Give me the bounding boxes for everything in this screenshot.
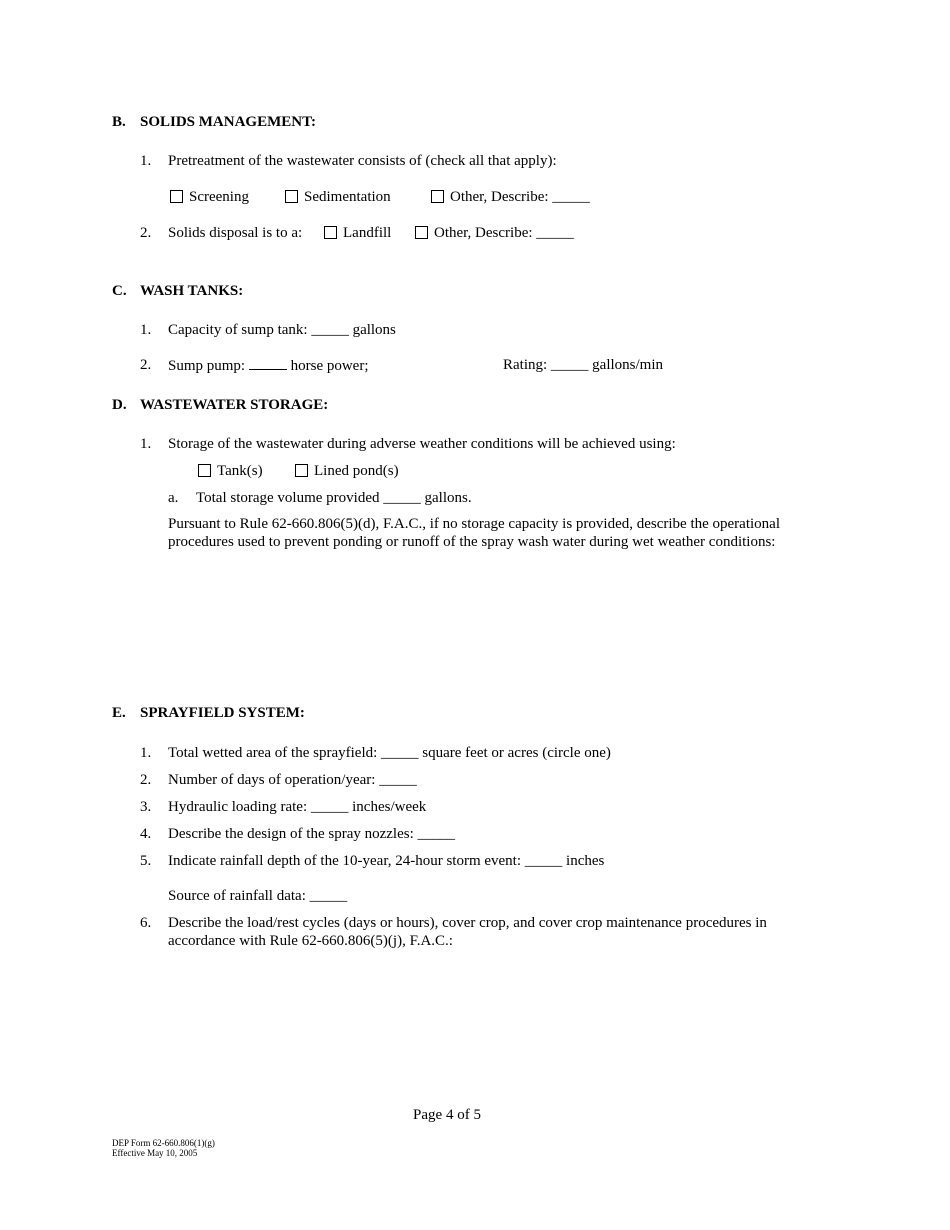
section-d-letter: D. (112, 397, 127, 413)
disposal-other-option[interactable] (415, 224, 574, 242)
pretreatment-other-checkbox[interactable] (431, 190, 444, 203)
e3-number: 3. (140, 799, 152, 815)
section-c-title: WASH TANKS: (140, 283, 244, 299)
section-b-letter: B. (112, 114, 126, 130)
c1-number: 1. (140, 322, 152, 338)
sedimentation-checkbox[interactable] (285, 190, 298, 203)
c1-text: Capacity of sump tank: (168, 322, 308, 338)
horsepower-field[interactable] (249, 356, 287, 370)
e1-unit: square feet or acres (circle one) (422, 745, 611, 761)
rating-field[interactable]: _____ (550, 357, 589, 373)
e2-number: 2. (140, 772, 152, 788)
c1-unit: gallons (352, 322, 396, 338)
section-e-letter: E. (112, 705, 126, 721)
da-text: Total storage volume provided (196, 490, 380, 506)
footer-form-number: DEP Form 62-660.806(1)(g) (112, 1138, 215, 1148)
c2-line (168, 356, 369, 375)
c2-text: Sump pump: (168, 358, 246, 374)
e3-text: Hydraulic loading rate: (168, 799, 308, 815)
rating-line (503, 356, 663, 374)
e3-line (168, 798, 426, 816)
e4-text: Describe the design of the spray nozzles: (168, 826, 414, 842)
lined-pond-option[interactable] (295, 462, 399, 480)
e4-line (168, 825, 455, 843)
nozzle-design-field[interactable]: _____ (417, 826, 455, 842)
b1-number: 1. (140, 153, 152, 169)
e2-line (168, 771, 417, 789)
source-text: Source of rainfall data: (168, 888, 306, 904)
screening-option[interactable] (170, 188, 249, 206)
e5-number: 5. (140, 853, 152, 869)
disposal-other-checkbox[interactable] (415, 226, 428, 239)
da-line (196, 489, 472, 507)
storage-volume-field[interactable]: _____ (383, 490, 421, 506)
rainfall-depth-field[interactable]: _____ (524, 853, 563, 869)
tanks-checkbox[interactable] (198, 464, 211, 477)
e5-text: Indicate rainfall depth of the 10-year, 24-hour storm event: (168, 853, 522, 869)
disposal-other-label: Other, Describe: (434, 225, 533, 241)
landfill-option[interactable] (324, 224, 391, 242)
disposal-other-field[interactable]: _____ (536, 225, 574, 241)
rating-unit: gallons/min (592, 357, 664, 373)
e1-text: Total wetted area of the sprayfield: (168, 745, 378, 761)
da-letter: a. (168, 490, 179, 506)
e1-line (168, 744, 611, 762)
b2-number: 2. (140, 225, 152, 241)
tanks-option[interactable] (198, 462, 263, 480)
landfill-label: Landfill (343, 225, 392, 241)
e2-text: Number of days of operation/year: (168, 772, 376, 788)
d1-text: Storage of the wastewater during adverse weather conditions will be achieved using: (168, 436, 676, 452)
lined-pond-label: Lined pond(s) (314, 463, 399, 479)
days-operation-field[interactable]: _____ (379, 772, 417, 788)
sump-capacity-field[interactable]: _____ (311, 322, 349, 338)
c2-unit: horse power; (290, 358, 369, 374)
da-unit: gallons. (424, 490, 472, 506)
e3-unit: inches/week (352, 799, 427, 815)
screening-checkbox[interactable] (170, 190, 183, 203)
source-line (168, 887, 347, 905)
e5-unit: inches (566, 853, 605, 869)
pretreatment-other-option[interactable] (431, 188, 590, 206)
e1-number: 1. (140, 745, 152, 761)
section-e-title: SPRAYFIELD SYSTEM: (140, 705, 305, 721)
page-number: Page 4 of 5 (413, 1107, 481, 1123)
wetted-area-field[interactable]: _____ (381, 745, 419, 761)
section-c-letter: C. (112, 283, 127, 299)
tanks-label: Tank(s) (217, 463, 263, 479)
section-d-title: WASTEWATER STORAGE: (140, 397, 329, 413)
lined-pond-checkbox[interactable] (295, 464, 308, 477)
screening-label: Screening (189, 189, 249, 205)
e6-number: 6. (140, 915, 152, 931)
e6-text: Describe the load/rest cycles (days or hours), cover crop, and cover crop maintenance procedures in accordance with Rule 62-660.806(5)(j), F.A.C.: (168, 915, 767, 949)
e4-number: 4. (140, 826, 152, 842)
e5-line (168, 852, 604, 870)
pursuant-paragraph: Pursuant to Rule 62-660.806(5)(d), F.A.C., if no storage capacity is provided, describe the operational procedures used to prevent ponding or runoff of the spray wash water during wet weather conditions: (168, 516, 780, 550)
hydraulic-rate-field[interactable]: _____ (310, 799, 349, 815)
landfill-checkbox[interactable] (324, 226, 337, 239)
footer-effective-date: Effective May 10, 2005 (112, 1148, 198, 1158)
b1-text: Pretreatment of the wastewater consists of (check all that apply): (168, 153, 557, 169)
rating-label: Rating: (503, 357, 548, 373)
c1-line (168, 321, 396, 339)
b2-text: Solids disposal is to a: (168, 225, 303, 241)
sedimentation-label: Sedimentation (304, 189, 391, 205)
section-b-title: SOLIDS MANAGEMENT: (140, 114, 316, 130)
rainfall-source-field[interactable]: _____ (309, 888, 348, 904)
pretreatment-other-field[interactable]: _____ (552, 189, 590, 205)
sedimentation-option[interactable] (285, 188, 391, 206)
d1-number: 1. (140, 436, 152, 452)
pretreatment-other-label: Other, Describe: (450, 189, 549, 205)
c2-number: 2. (140, 357, 152, 373)
